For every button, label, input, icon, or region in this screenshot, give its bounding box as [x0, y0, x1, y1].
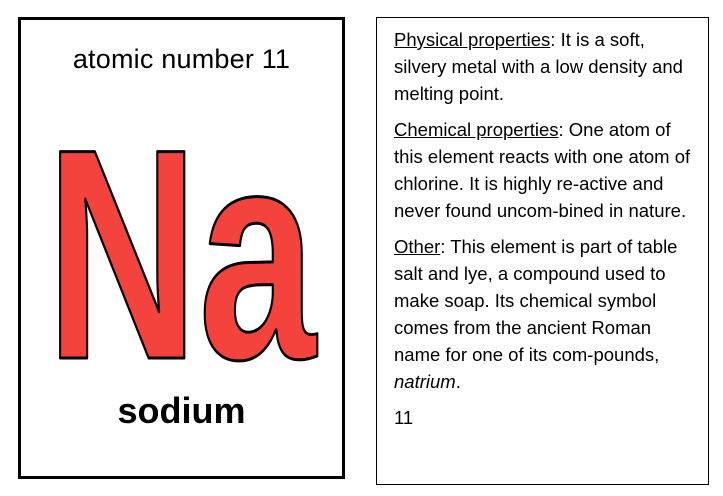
- page-number: 11: [394, 407, 414, 428]
- other-italic-term: natrium: [394, 371, 456, 392]
- element-symbol-svg: [21, 100, 342, 380]
- atomic-number-label: atomic number 11: [72, 44, 291, 74]
- chemical-properties-heading: Chemical properties: [394, 119, 559, 140]
- other-heading: Other: [394, 236, 441, 257]
- other-text-end: .: [455, 371, 461, 392]
- clue-card: [376, 17, 709, 485]
- element-name: sodium: [117, 390, 246, 431]
- other-text: : This element is part of table salt and lye, a compound used to make soap. Its chemical symbol comes from the ancient Roman name for one of its com-pounds,: [394, 236, 678, 365]
- physical-properties-text: : It is a soft, silvery metal with a low density and melting point.: [394, 29, 683, 104]
- element-card: [18, 17, 345, 479]
- physical-properties-heading: Physical properties: [394, 29, 551, 50]
- element-symbol: Na: [46, 100, 318, 380]
- chemical-properties-paragraph: [394, 116, 698, 224]
- element-symbol-graphic: [21, 100, 342, 380]
- physical-properties-paragraph: [394, 26, 698, 107]
- chemical-properties-text: : One atom of this element reacts with one atom of chlorine. It is highly re-active and never found uncom-bined in nature.: [394, 119, 691, 221]
- other-paragraph: [394, 233, 698, 395]
